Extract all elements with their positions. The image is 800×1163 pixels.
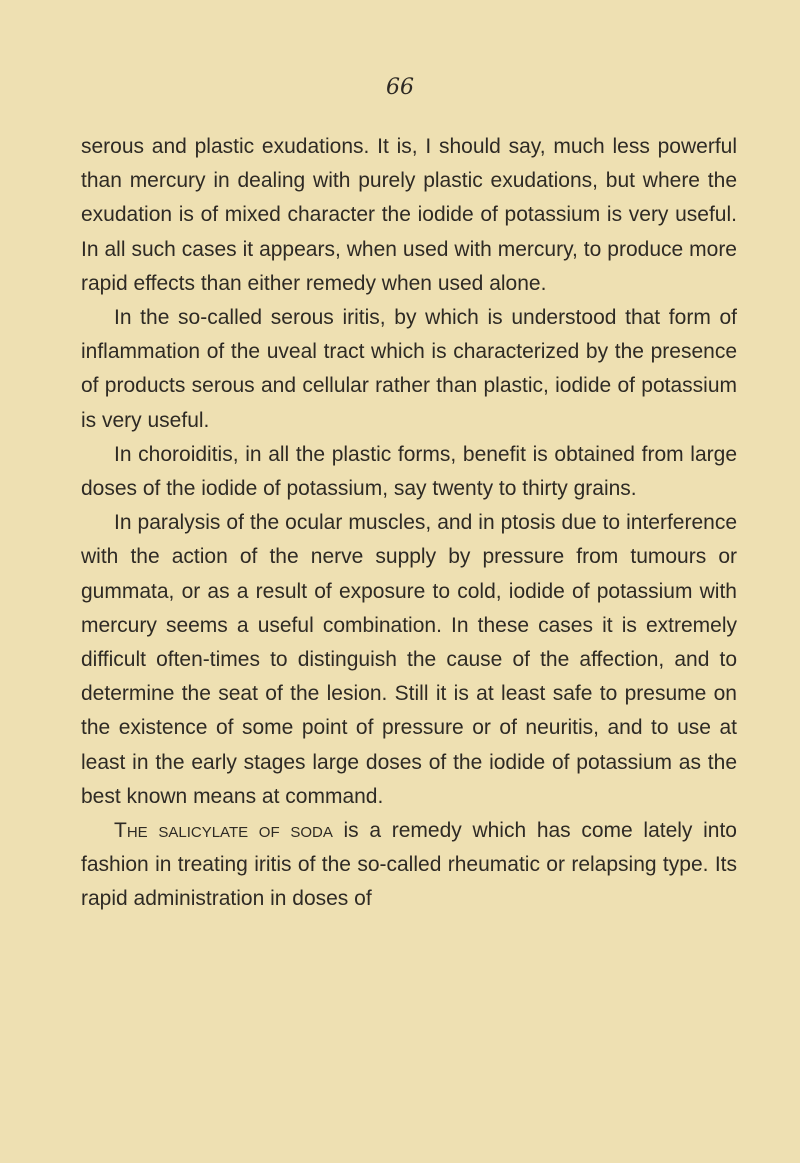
body-text (81, 130, 737, 917)
paragraph-5 (81, 814, 737, 917)
paragraph-1: serous and plastic exudations. It is, I should say, much less powerful than mercury in dealing with purely plastic exudations, but where the exudation is of mixed character the iodide of potassium is very useful. In all such cases it appears, when used with mercury, to produce more rapid effects than either remedy when used alone. (81, 135, 737, 295)
paragraph-4: In paralysis of the ocular muscles, and in ptosis due to interference with the action of the nerve supply by pressure from tumours or gummata, or as a result of exposure to cold, iodide of potassium with mercury seems a useful combination. In these cases it is extremely difficult often-times to distinguish the cause of the affection, and to determine the seat of the lesion. Still it is at least safe to presume on the existence of some point of pressure or of neuritis, and to use at least in the early stages large doses of the iodide of potassium as the best known means at command. (81, 511, 737, 808)
paragraph-5-text: is a remedy which has come lately into fashion in treating iritis of the so-called rheumatic or relapsing type. Its rapid administration in doses of (81, 819, 737, 911)
section-heading: The salicylate of soda (114, 819, 333, 843)
page-number: 66 (386, 75, 414, 100)
paragraph-3: In choroiditis, in all the plastic forms, benefit is obtained from large doses of the iodide of potassium, say twenty to thirty grains. (81, 442, 737, 501)
paragraph-2: In the so-called serous iritis, by which is understood that form of inflammation of the uveal tract which is characterized by the presence of products serous and cellular rather than plastic, iodide of potassium is very useful. (81, 306, 737, 432)
